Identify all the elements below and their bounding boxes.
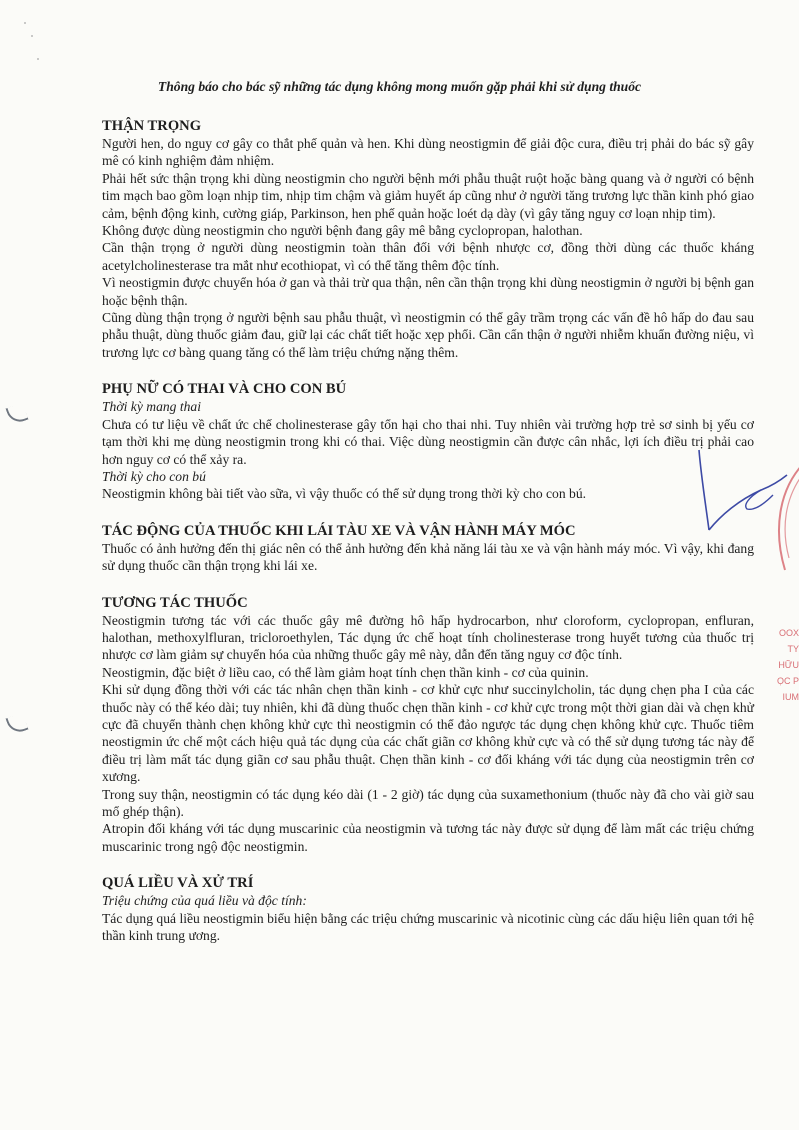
section-heading-interactions: TƯƠNG TÁC THUỐC [102, 594, 248, 611]
paragraph: Atropin đối kháng với tác dụng muscarinic của neostigmin và tương tác này được sử dụng để làm mất các triệu chứng muscarinic trong ngộ độc neostigmin. [102, 821, 754, 854]
stamp-text: ỌC P [776, 676, 799, 686]
section-pregnancy [102, 380, 754, 502]
section-precautions [102, 117, 754, 361]
section-driving [102, 522, 754, 575]
stamp-text: OOX [778, 628, 799, 638]
subheading-overdose-symptoms: Triệu chứng của quá liều và độc tính: [102, 893, 307, 909]
subheading-pregnancy-period: Thời kỳ mang thai [102, 399, 202, 415]
section-overdose [102, 874, 754, 944]
section-heading-overdose: QUÁ LIỀU VÀ XỬ TRÍ [102, 875, 254, 892]
section-heading-driving: TÁC ĐỘNG CỦA THUỐC KHI LÁI TÀU XE VÀ VẬN HÀNH MÁY MÓC [102, 522, 576, 539]
section-heading-precautions: THẬN TRỌNG [102, 118, 202, 134]
binder-hole-icon [5, 712, 28, 735]
binder-hole-icon [5, 402, 28, 425]
paragraph: Cũng dùng thận trọng ở người bệnh sau phẫu thuật, vì neostigmin có thể gây trầm trọng các vấn đề hô hấp do đau sau phẫu thuật, dùng thuốc giảm đau, giữ lại các chất tiết hoặc xẹp phổi. Cần cẩn thận ở người nhiễm khuẩn đường niệu, vì trương lực cơ bàng quang tăng có thể làm triệu chứng nặng thêm. [102, 310, 754, 360]
paragraph: Chưa có tư liệu về chất ức chế cholinesterase gây tổn hại cho thai nhi. Tuy nhiên vài trường hợp trẻ sơ sinh bị yếu cơ tạm thời khi mẹ dùng neostigmin trong khi có thai. Việc dùng neostigmin cần được cân nhắc, lợi ích điều trị phải cao hơn nguy cơ có thể xảy ra. [102, 416, 754, 467]
stamp-text: HỮU [778, 660, 799, 670]
paragraph: Cần thận trọng ở người dùng neostigmin toàn thân đối với bệnh nhược cơ, đồng thời dùng các thuốc kháng acetylcholinesterase tra mắt như ecothiopat, vì có thể tăng thêm độc tính. [102, 240, 754, 273]
scan-speck [24, 22, 26, 24]
stamp-arc-icon [765, 460, 799, 600]
section-heading-pregnancy: PHỤ NỮ CÓ THAI VÀ CHO CON BÚ [102, 381, 347, 398]
paragraph: Neostigmin, đặc biệt ở liều cao, có thể làm giảm hoạt tính chẹn thần kinh - cơ của quinin. [102, 664, 589, 680]
stamp-text: TY [787, 644, 799, 654]
paragraph: Neostigmin tương tác với các thuốc gây mê đường hô hấp hydrocarbon, như cloroform, cyclopropan, enfluran, halothan, methoxylfluran, tricloroethylen, Tác dụng ức chế hoạt tính cholinesterase trong huyết tương của thuốc trị nhược cơ làm giảm sự chuyển hóa của những thuốc gây mê này, dẫn đến tăng nguy cơ độc tính. [102, 612, 754, 663]
section-interactions [102, 594, 754, 856]
scan-speck [31, 35, 33, 37]
document-title: Thông báo cho bác sỹ những tác dụng không mong muốn gặp phải khi sử dụng thuốc [157, 79, 642, 94]
scan-speck [37, 58, 39, 60]
paragraph: Người hen, do nguy cơ gây co thắt phế quản và hen. Khi dùng neostigmin để giải độc cura, điều trị phải do bác sỹ gây mê có kinh nghiệm đảm nhiệm. [102, 136, 754, 169]
paragraph: Phải hết sức thận trọng khi dùng neostigmin cho người bệnh mới phẫu thuật ruột hoặc bàng quang và ở người có bệnh tim mạch bao gồm loạn nhịp tim, nhịp tim chậm và giảm huyết áp cũng như ở người tăng trương lực thần kinh phó giao cảm, bệnh động kinh, cường giáp, Parkinson, hen phế quản hoặc loét dạ dày (vì gây tăng nguy cơ loạn nhịp tim). [102, 170, 754, 221]
stamp-text: IUM [782, 692, 799, 702]
paragraph: Neostigmin không bài tiết vào sữa, vì vậy thuốc có thể sử dụng trong thời kỳ cho con bú. [102, 486, 587, 502]
paragraph: Tác dụng quá liều neostigmin biểu hiện bằng các triệu chứng muscarinic và nicotinic cùng các dấu hiệu liên quan tới hệ thần kinh trung ương. [102, 910, 754, 944]
paragraph: Thuốc có ảnh hưởng đến thị giác nên có thể ảnh hưởng đến khả năng lái tàu xe và vận hành máy móc. Vì vậy, khi đang sử dụng thuốc cần thận trọng khi lái xe. [102, 540, 754, 574]
paragraph: Không được dùng neostigmin cho người bệnh đang gây mê bằng cyclopropan, halothan. [102, 223, 583, 239]
document-body [102, 117, 754, 944]
stamp-fragment [773, 625, 799, 705]
paragraph: Khi sử dụng đồng thời với các tác nhân chẹn thần kinh - cơ khử cực như succinylcholin, tác dụng chẹn pha I của các thuốc này có thể kéo dài; tuy nhiên, khi đã dùng thuốc chẹn thần kinh - cơ khử cực trong một thời gian dài và chẹn khử cực đã chuyển thành chẹn không khử cực thì neostigmin có thể đảo ngược tác dụng chẹn không khử cực. Thuốc tiêm neostigmin ức chế một cách hiệu quả tác dụng của các chất giãn cơ không khử cực và có thể sử dụng tương tác này để điều trị làm mất tác dụng giãn cơ sau phẫu thuật. Chẹn thần kinh - cơ đối kháng với tác dụng của neostigmin trên cơ xương. [102, 682, 754, 785]
paragraph: Vì neostigmin được chuyển hóa ở gan và thải trừ qua thận, nên cần thận trọng khi dùng neostigmin ở người bị bệnh gan hoặc bệnh thận. [102, 275, 754, 308]
paragraph: Trong suy thận, neostigmin có tác dụng kéo dài (1 - 2 giờ) tác dụng của suxamethonium (thuốc này đã cho vài giờ sau mổ ghép thận). [102, 786, 754, 819]
subheading-breastfeeding-period: Thời kỳ cho con bú [102, 468, 206, 484]
